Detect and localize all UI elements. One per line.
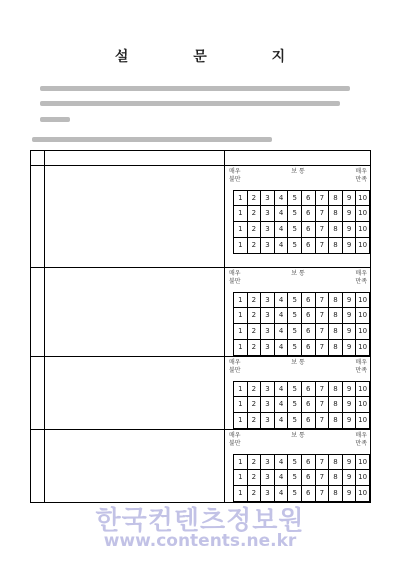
rating-option[interactable]: 8 <box>329 238 343 254</box>
rating-option[interactable]: 1 <box>233 340 248 356</box>
rating-option[interactable]: 9 <box>343 381 357 397</box>
rating-option[interactable]: 4 <box>275 486 289 502</box>
rating-option[interactable]: 7 <box>316 324 330 340</box>
rating-option[interactable]: 8 <box>329 340 343 356</box>
rating-option[interactable]: 7 <box>316 238 330 254</box>
rating-option[interactable]: 2 <box>248 324 262 340</box>
rating-option[interactable]: 2 <box>248 190 262 206</box>
rating-option[interactable]: 10 <box>356 222 370 238</box>
rating-option[interactable]: 10 <box>356 470 370 486</box>
section-items <box>45 166 225 268</box>
rating-option[interactable]: 7 <box>316 292 330 308</box>
header-cell <box>225 151 371 166</box>
scale-label-mid: 보 통 <box>291 432 305 439</box>
rating-option[interactable]: 8 <box>329 486 343 502</box>
rating-option[interactable]: 9 <box>343 190 357 206</box>
rating-row <box>233 238 370 254</box>
section-label <box>31 268 45 357</box>
rating-option[interactable]: 3 <box>261 292 275 308</box>
watermark-text: 한국컨텐츠정보원 <box>95 506 305 536</box>
rating-option[interactable]: 6 <box>302 470 316 486</box>
intro-line <box>40 101 340 106</box>
rating-option[interactable]: 2 <box>248 238 262 254</box>
rating-row <box>233 206 370 222</box>
rating-option[interactable]: 6 <box>302 397 316 413</box>
document-title: 설 문 지 <box>114 49 316 65</box>
intro-line <box>40 86 350 91</box>
rating-row <box>233 190 370 206</box>
rating-row <box>233 292 370 308</box>
rating-grid <box>225 357 371 430</box>
rating-option[interactable]: 3 <box>261 222 275 238</box>
rating-option[interactable]: 7 <box>316 190 330 206</box>
rating-option[interactable]: 10 <box>356 454 370 470</box>
rating-option[interactable]: 6 <box>302 222 316 238</box>
rating-option[interactable]: 5 <box>288 206 302 222</box>
rating-option[interactable]: 3 <box>261 381 275 397</box>
rating-option[interactable]: 10 <box>356 324 370 340</box>
scale-labels <box>225 357 370 381</box>
rating-option[interactable]: 9 <box>343 413 357 429</box>
rating-grid <box>225 268 371 357</box>
rating-option[interactable]: 7 <box>316 470 330 486</box>
scale-label-low: 매우 불만 <box>229 432 241 447</box>
rating-option[interactable]: 6 <box>302 238 316 254</box>
rating-row <box>233 454 370 470</box>
rating-option[interactable]: 5 <box>288 292 302 308</box>
rating-option[interactable]: 2 <box>248 340 262 356</box>
header-cell <box>31 151 45 166</box>
rating-option[interactable]: 4 <box>275 308 289 324</box>
section-label <box>31 166 45 268</box>
scale-label-low: 매우 불만 <box>229 168 241 183</box>
rating-option[interactable]: 7 <box>316 454 330 470</box>
table-header <box>31 151 371 166</box>
rating-option[interactable]: 1 <box>233 454 248 470</box>
rating-option[interactable]: 7 <box>316 206 330 222</box>
rating-option[interactable]: 2 <box>248 413 262 429</box>
rating-option[interactable]: 9 <box>343 470 357 486</box>
rating-option[interactable]: 1 <box>233 190 248 206</box>
section-items <box>45 357 225 430</box>
rating-option[interactable]: 5 <box>288 340 302 356</box>
rating-option[interactable]: 3 <box>261 486 275 502</box>
rating-option[interactable]: 8 <box>329 190 343 206</box>
rating-option[interactable]: 5 <box>288 486 302 502</box>
scale-label-high: 매우 만족 <box>355 270 367 285</box>
rating-option[interactable]: 2 <box>248 292 262 308</box>
rating-option[interactable]: 9 <box>343 292 357 308</box>
rating-option[interactable]: 1 <box>233 206 248 222</box>
scale-label-mid: 보 통 <box>291 168 305 175</box>
rating-option[interactable]: 2 <box>248 381 262 397</box>
rating-option[interactable]: 7 <box>316 308 330 324</box>
rating-option[interactable]: 6 <box>302 413 316 429</box>
scale-label-low: 매우 불만 <box>229 270 241 285</box>
rating-option[interactable]: 10 <box>356 238 370 254</box>
scale-label-low: 매우 불만 <box>229 359 241 374</box>
rating-option[interactable]: 10 <box>356 308 370 324</box>
rating-option[interactable]: 4 <box>275 324 289 340</box>
rating-option[interactable]: 6 <box>302 308 316 324</box>
rating-option[interactable]: 4 <box>275 340 289 356</box>
rating-option[interactable]: 3 <box>261 308 275 324</box>
rating-option[interactable]: 1 <box>233 324 248 340</box>
rating-option[interactable]: 4 <box>275 292 289 308</box>
rating-option[interactable]: 8 <box>329 292 343 308</box>
intro-line <box>40 117 70 122</box>
header-cell <box>45 151 225 166</box>
rating-row <box>233 381 370 397</box>
rating-option[interactable]: 5 <box>288 381 302 397</box>
rating-option[interactable]: 6 <box>302 190 316 206</box>
section-row <box>31 430 371 503</box>
rating-option[interactable]: 9 <box>343 486 357 502</box>
rating-row <box>233 470 370 486</box>
rating-option[interactable]: 7 <box>316 397 330 413</box>
rating-option[interactable]: 2 <box>248 222 262 238</box>
rating-option[interactable]: 8 <box>329 206 343 222</box>
rating-option[interactable]: 7 <box>316 222 330 238</box>
rating-option[interactable]: 7 <box>316 413 330 429</box>
section-items <box>45 430 225 503</box>
rating-option[interactable]: 1 <box>233 486 248 502</box>
rating-option[interactable]: 8 <box>329 381 343 397</box>
rating-option[interactable]: 9 <box>343 206 357 222</box>
rating-option[interactable]: 5 <box>288 308 302 324</box>
rating-row <box>233 308 370 324</box>
rating-option[interactable]: 7 <box>316 381 330 397</box>
rating-option[interactable]: 8 <box>329 454 343 470</box>
rating-option[interactable]: 3 <box>261 470 275 486</box>
rating-option[interactable]: 8 <box>329 222 343 238</box>
rating-option[interactable]: 5 <box>288 397 302 413</box>
section-items <box>45 268 225 357</box>
scale-label-mid: 보 통 <box>291 359 305 366</box>
rating-option[interactable]: 7 <box>316 486 330 502</box>
rating-option[interactable]: 1 <box>233 222 248 238</box>
rating-option[interactable]: 4 <box>275 397 289 413</box>
scale-label-high: 매우 만족 <box>355 432 367 447</box>
rating-option[interactable]: 1 <box>233 397 248 413</box>
rating-option[interactable]: 4 <box>275 190 289 206</box>
rating-option[interactable]: 2 <box>248 397 262 413</box>
rating-option[interactable]: 10 <box>356 381 370 397</box>
rating-option[interactable]: 8 <box>329 308 343 324</box>
rating-option[interactable]: 5 <box>288 238 302 254</box>
rating-option[interactable]: 6 <box>302 340 316 356</box>
section-row <box>31 166 371 268</box>
rating-option[interactable]: 3 <box>261 238 275 254</box>
rating-option[interactable]: 10 <box>356 397 370 413</box>
rating-option[interactable]: 5 <box>288 413 302 429</box>
rating-option[interactable]: 10 <box>356 190 370 206</box>
rating-option[interactable]: 8 <box>329 324 343 340</box>
rating-option[interactable]: 9 <box>343 454 357 470</box>
rating-option[interactable]: 5 <box>288 454 302 470</box>
rating-option[interactable]: 6 <box>302 454 316 470</box>
section-label <box>31 357 45 430</box>
rating-option[interactable]: 3 <box>261 206 275 222</box>
rating-option[interactable]: 6 <box>302 324 316 340</box>
scale-label-high: 매우 만족 <box>355 168 367 183</box>
section-row <box>31 268 371 357</box>
rating-row <box>233 324 370 340</box>
rating-option[interactable]: 9 <box>343 308 357 324</box>
scale-label-mid: 보 통 <box>291 270 305 277</box>
rating-row <box>233 413 370 429</box>
rating-option[interactable]: 5 <box>288 190 302 206</box>
rating-option[interactable]: 5 <box>288 324 302 340</box>
rating-option[interactable]: 9 <box>343 238 357 254</box>
watermark-url: www.contents.ne.kr <box>103 531 297 551</box>
rating-option[interactable]: 3 <box>261 454 275 470</box>
rating-option[interactable]: 9 <box>343 324 357 340</box>
rating-option[interactable]: 9 <box>343 397 357 413</box>
rating-option[interactable]: 10 <box>356 292 370 308</box>
rating-option[interactable]: 9 <box>343 222 357 238</box>
rating-option[interactable]: 1 <box>233 308 248 324</box>
rating-option[interactable]: 10 <box>356 413 370 429</box>
rating-option[interactable]: 3 <box>261 397 275 413</box>
rating-option[interactable]: 3 <box>261 190 275 206</box>
rating-row <box>233 340 370 356</box>
rating-row <box>233 397 370 413</box>
rating-option[interactable]: 10 <box>356 486 370 502</box>
scale-labels <box>225 430 370 454</box>
rating-grid <box>225 430 371 503</box>
rating-option[interactable]: 8 <box>329 470 343 486</box>
rating-option[interactable]: 3 <box>261 413 275 429</box>
rating-option[interactable]: 2 <box>248 308 262 324</box>
rating-option[interactable]: 5 <box>288 470 302 486</box>
rating-option[interactable]: 4 <box>275 413 289 429</box>
rating-option[interactable]: 2 <box>248 486 262 502</box>
rating-option[interactable]: 1 <box>233 470 248 486</box>
rating-option[interactable]: 4 <box>275 470 289 486</box>
rating-option[interactable]: 6 <box>302 486 316 502</box>
rating-option[interactable]: 7 <box>316 340 330 356</box>
instruction-line <box>32 137 272 142</box>
rating-option[interactable]: 4 <box>275 454 289 470</box>
rating-option[interactable]: 5 <box>288 222 302 238</box>
rating-option[interactable]: 6 <box>302 206 316 222</box>
section-row <box>31 357 371 430</box>
rating-option[interactable]: 8 <box>329 413 343 429</box>
rating-option[interactable]: 10 <box>356 340 370 356</box>
rating-option[interactable]: 10 <box>356 206 370 222</box>
rating-option[interactable]: 4 <box>275 206 289 222</box>
scale-label-high: 매우 만족 <box>355 359 367 374</box>
rating-option[interactable]: 1 <box>233 413 248 429</box>
rating-row <box>233 222 370 238</box>
rating-option[interactable]: 1 <box>233 381 248 397</box>
rating-option[interactable]: 3 <box>261 340 275 356</box>
rating-option[interactable]: 4 <box>275 381 289 397</box>
rating-option[interactable]: 4 <box>275 222 289 238</box>
section-label <box>31 430 45 503</box>
rating-option[interactable]: 1 <box>233 238 248 254</box>
rating-grid <box>225 166 371 268</box>
survey-table <box>30 150 371 503</box>
rating-option[interactable]: 6 <box>302 292 316 308</box>
rating-option[interactable]: 8 <box>329 397 343 413</box>
scale-labels <box>225 268 370 292</box>
rating-option[interactable]: 9 <box>343 340 357 356</box>
rating-option[interactable]: 4 <box>275 238 289 254</box>
rating-option[interactable]: 3 <box>261 324 275 340</box>
scale-labels <box>225 166 370 190</box>
rating-option[interactable]: 2 <box>248 206 262 222</box>
rating-option[interactable]: 1 <box>233 292 248 308</box>
rating-option[interactable]: 2 <box>248 454 262 470</box>
rating-option[interactable]: 6 <box>302 381 316 397</box>
rating-option[interactable]: 2 <box>248 470 262 486</box>
